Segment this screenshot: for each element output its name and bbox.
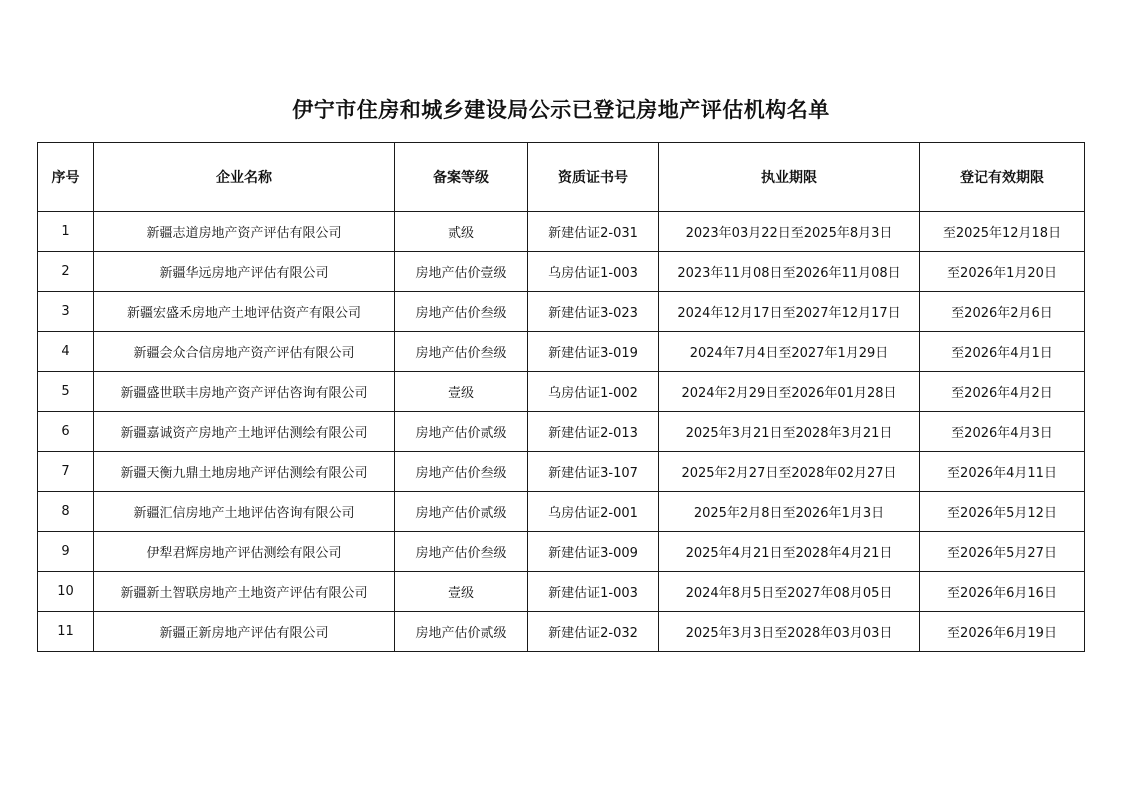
cell-col-certificate-no: 新建估证2-032: [528, 612, 659, 652]
cell-col-index: 11: [38, 612, 94, 652]
header-col-index: 序号: [38, 143, 94, 212]
table-row: [38, 572, 1085, 612]
cell-col-registration-validity: 至2026年4月11日: [920, 452, 1085, 492]
cell-col-index: 7: [38, 452, 94, 492]
cell-col-practice-period: 2025年3月3日至2028年03月03日: [659, 612, 920, 652]
table-row: [38, 412, 1085, 452]
cell-col-registration-validity: 至2026年4月2日: [920, 372, 1085, 412]
cell-col-practice-period: 2024年2月29日至2026年01月28日: [659, 372, 920, 412]
cell-col-certificate-no: 新建估证2-013: [528, 412, 659, 452]
cell-col-practice-period: 2023年03月22日至2025年8月3日: [659, 212, 920, 252]
cell-col-certificate-no: 新建估证3-023: [528, 292, 659, 332]
cell-col-index: 5: [38, 372, 94, 412]
table-row: [38, 212, 1085, 252]
table-row: [38, 452, 1085, 492]
cell-col-practice-period: 2025年2月8日至2026年1月3日: [659, 492, 920, 532]
cell-col-filing-grade: 房地产估价叁级: [395, 332, 528, 372]
document-title: 伊宁市住房和城乡建设局公示已登记房地产评估机构名单: [292, 98, 830, 122]
table-row: [38, 252, 1085, 292]
cell-col-company-name: 伊犁君辉房地产评估测绘有限公司: [94, 532, 395, 572]
cell-col-practice-period: 2024年7月4日至2027年1月29日: [659, 332, 920, 372]
cell-col-registration-validity: 至2025年12月18日: [920, 212, 1085, 252]
cell-col-filing-grade: 房地产估价叁级: [395, 532, 528, 572]
cell-col-certificate-no: 新建估证2-031: [528, 212, 659, 252]
header-col-registration-validity: 登记有效期限: [920, 143, 1085, 212]
cell-col-index: 10: [38, 572, 94, 612]
cell-col-filing-grade: 房地产估价叁级: [395, 452, 528, 492]
cell-col-index: 6: [38, 412, 94, 452]
cell-col-filing-grade: 贰级: [395, 212, 528, 252]
table-body: [38, 212, 1085, 652]
cell-col-filing-grade: 房地产估价贰级: [395, 612, 528, 652]
cell-col-company-name: 新疆华远房地产评估有限公司: [94, 252, 395, 292]
cell-col-index: 3: [38, 292, 94, 332]
cell-col-certificate-no: 新建估证1-003: [528, 572, 659, 612]
cell-col-company-name: 新疆嘉诚资产房地产土地评估测绘有限公司: [94, 412, 395, 452]
cell-col-filing-grade: 房地产估价叁级: [395, 292, 528, 332]
cell-col-registration-validity: 至2026年1月20日: [920, 252, 1085, 292]
registry-table: [37, 142, 1085, 652]
cell-col-registration-validity: 至2026年6月16日: [920, 572, 1085, 612]
cell-col-company-name: 新疆会众合信房地产资产评估有限公司: [94, 332, 395, 372]
cell-col-certificate-no: 新建估证3-019: [528, 332, 659, 372]
cell-col-certificate-no: 乌房估证1-002: [528, 372, 659, 412]
cell-col-registration-validity: 至2026年5月12日: [920, 492, 1085, 532]
cell-col-practice-period: 2025年3月21日至2028年3月21日: [659, 412, 920, 452]
cell-col-company-name: 新疆天衡九鼎土地房地产评估测绘有限公司: [94, 452, 395, 492]
cell-col-practice-period: 2025年2月27日至2028年02月27日: [659, 452, 920, 492]
table-row: [38, 612, 1085, 652]
cell-col-company-name: 新疆志道房地产资产评估有限公司: [94, 212, 395, 252]
table-row: [38, 492, 1085, 532]
table-row: [38, 332, 1085, 372]
cell-col-index: 1: [38, 212, 94, 252]
header-col-certificate-no: 资质证书号: [528, 143, 659, 212]
cell-col-practice-period: 2025年4月21日至2028年4月21日: [659, 532, 920, 572]
cell-col-index: 8: [38, 492, 94, 532]
cell-col-company-name: 新疆盛世联丰房地产资产评估咨询有限公司: [94, 372, 395, 412]
cell-col-practice-period: 2024年8月5日至2027年08月05日: [659, 572, 920, 612]
cell-col-registration-validity: 至2026年4月1日: [920, 332, 1085, 372]
header-col-practice-period: 执业期限: [659, 143, 920, 212]
header-col-filing-grade: 备案等级: [395, 143, 528, 212]
cell-col-filing-grade: 壹级: [395, 572, 528, 612]
table-row: [38, 532, 1085, 572]
cell-col-filing-grade: 壹级: [395, 372, 528, 412]
cell-col-index: 2: [38, 252, 94, 292]
table-header-row: [38, 143, 1085, 212]
cell-col-filing-grade: 房地产估价贰级: [395, 412, 528, 452]
table-row: [38, 292, 1085, 332]
cell-col-practice-period: 2023年11月08日至2026年11月08日: [659, 252, 920, 292]
cell-col-certificate-no: 新建估证3-107: [528, 452, 659, 492]
cell-col-registration-validity: 至2026年2月6日: [920, 292, 1085, 332]
cell-col-practice-period: 2024年12月17日至2027年12月17日: [659, 292, 920, 332]
cell-col-certificate-no: 新建估证3-009: [528, 532, 659, 572]
cell-col-company-name: 新疆新土智联房地产土地资产评估有限公司: [94, 572, 395, 612]
cell-col-company-name: 新疆汇信房地产土地评估咨询有限公司: [94, 492, 395, 532]
cell-col-company-name: 新疆正新房地产评估有限公司: [94, 612, 395, 652]
cell-col-certificate-no: 乌房估证1-003: [528, 252, 659, 292]
cell-col-certificate-no: 乌房估证2-001: [528, 492, 659, 532]
cell-col-filing-grade: 房地产估价贰级: [395, 492, 528, 532]
cell-col-registration-validity: 至2026年6月19日: [920, 612, 1085, 652]
header-col-company-name: 企业名称: [94, 143, 395, 212]
cell-col-registration-validity: 至2026年5月27日: [920, 532, 1085, 572]
cell-col-filing-grade: 房地产估价壹级: [395, 252, 528, 292]
table-row: [38, 372, 1085, 412]
cell-col-company-name: 新疆宏盛禾房地产土地评估资产有限公司: [94, 292, 395, 332]
cell-col-index: 4: [38, 332, 94, 372]
cell-col-index: 9: [38, 532, 94, 572]
cell-col-registration-validity: 至2026年4月3日: [920, 412, 1085, 452]
